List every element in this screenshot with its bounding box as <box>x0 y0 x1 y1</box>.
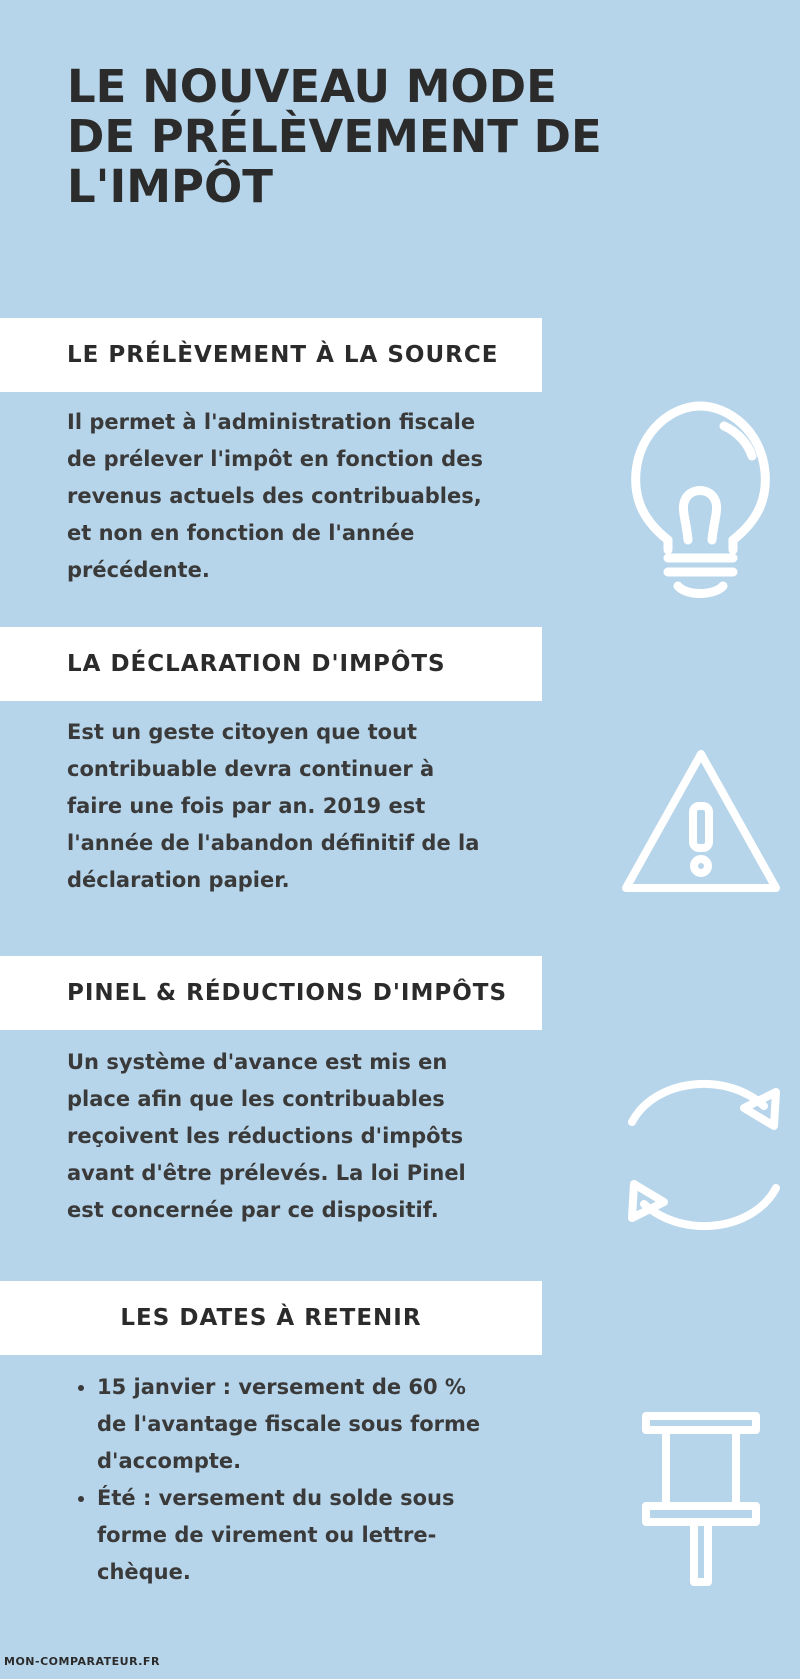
text-line: chèque. <box>97 1560 191 1584</box>
text-line: revenus actuels des contribuables, <box>67 484 482 508</box>
section-heading-prelevement: LE PRÉLÈVEMENT À LA SOURCE <box>0 318 542 392</box>
list-item <box>97 1369 497 1480</box>
section-heading-declaration: LA DÉCLARATION D'IMPÔTS <box>0 627 542 701</box>
section-text-pinel <box>67 1044 487 1229</box>
lightbulb-icon <box>628 400 773 605</box>
page-title <box>67 62 687 212</box>
text-line: avant d'être prélevés. La loi Pinel <box>67 1161 466 1185</box>
warning-icon <box>618 746 784 896</box>
text-line: Est un geste citoyen que tout <box>67 720 418 744</box>
text-line: est concernée par ce dispositif. <box>67 1198 439 1222</box>
title-line: L'IMPÔT <box>67 160 273 213</box>
text-line: forme de virement ou lettre- <box>97 1523 437 1547</box>
text-line: faire une fois par an. 2019 est <box>67 794 426 818</box>
dates-list <box>67 1369 497 1591</box>
text-line: l'année de l'abandon définitif de la <box>67 831 480 855</box>
pushpin-icon <box>638 1408 764 1590</box>
text-line: de l'avantage fiscale sous forme <box>97 1412 481 1436</box>
text-line: d'accompte. <box>97 1449 242 1473</box>
section-text-declaration <box>67 714 487 899</box>
section-text-prelevement <box>67 404 487 589</box>
site-name: MON-COMPARATEUR.FR <box>4 1655 160 1668</box>
section-heading-dates: LES DATES À RETENIR <box>0 1281 542 1355</box>
text-line: Un système d'avance est mis en <box>67 1050 448 1074</box>
text-line: Il permet à l'administration fiscale <box>67 410 476 434</box>
text-line: place afin que les contribuables <box>67 1087 445 1111</box>
title-line: DE PRÉLÈVEMENT DE <box>67 110 602 163</box>
text-line: reçoivent les réductions d'impôts <box>67 1124 464 1148</box>
text-line: de prélever l'impôt en fonction des <box>67 447 483 471</box>
text-line: • Été : versement du solde sous <box>97 1486 455 1510</box>
title-line: LE NOUVEAU MODE <box>67 60 557 113</box>
text-line: • 15 janvier : versement de 60 % <box>97 1375 466 1399</box>
refresh-icon <box>624 1070 784 1240</box>
text-line: contribuable devra continuer à <box>67 757 435 781</box>
list-item <box>97 1480 497 1591</box>
text-line: et non en fonction de l'année <box>67 521 415 545</box>
text-line: précédente. <box>67 558 210 582</box>
text-line: déclaration papier. <box>67 868 290 892</box>
section-heading-pinel: PINEL & RÉDUCTIONS D'IMPÔTS <box>0 956 542 1030</box>
